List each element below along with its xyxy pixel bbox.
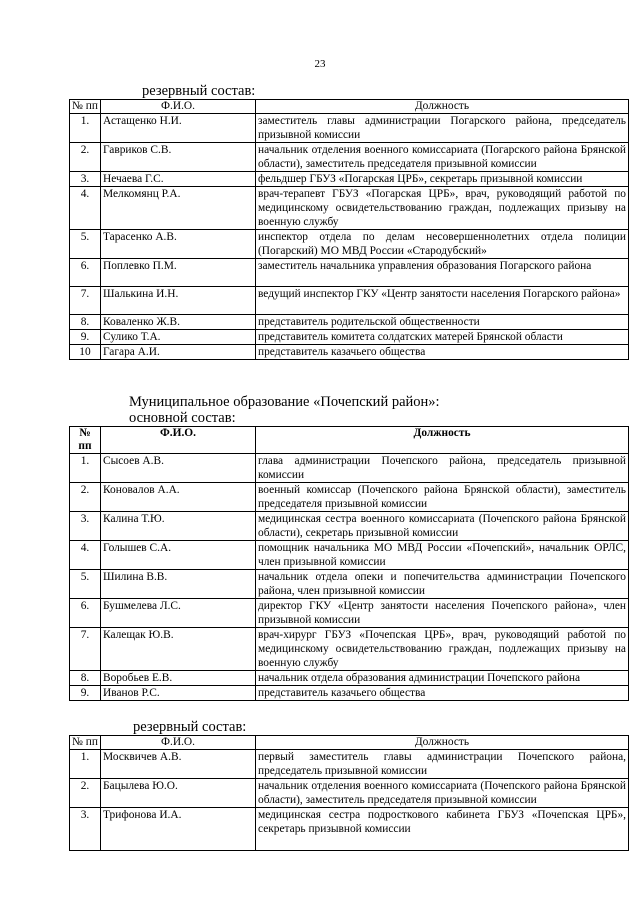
- row-position: начальник отдела опеки и попечительства администрации Почепского района, член призывной комиссии: [256, 570, 629, 599]
- row-number: 1.: [70, 750, 101, 779]
- table-row: [70, 808, 629, 851]
- row-position: глава администрации Почепского района, председатель призывной комиссии: [256, 454, 629, 483]
- table-row: [70, 187, 629, 230]
- row-number: 7.: [70, 287, 101, 315]
- row-position: врач-хирург ГБУЗ «Почепская ЦРБ», врач, руководящий работой по медицинскому освидетельствованию граждан, подлежащих призыву на военную службу: [256, 628, 629, 671]
- row-name: Голышев С.А.: [101, 541, 256, 570]
- row-number: 5.: [70, 230, 101, 259]
- header-number: № пп: [70, 100, 101, 114]
- table-row: [70, 570, 629, 599]
- row-number: 8.: [70, 671, 101, 686]
- row-number: 7.: [70, 628, 101, 671]
- row-name: Астащенко Н.И.: [101, 114, 256, 143]
- table-row: [70, 671, 629, 686]
- header-position: Должность: [256, 427, 629, 454]
- row-position: врач-терапевт ГБУЗ «Погарская ЦРБ», врач, руководящий работой по медицинскому освидетельствованию граждан, подлежащих призыву на военную службу: [256, 187, 629, 230]
- row-name: Шалькина И.Н.: [101, 287, 256, 315]
- row-name: Москвичев А.В.: [101, 750, 256, 779]
- row-name: Мелкомянц Р.А.: [101, 187, 256, 230]
- row-name: Бушмелева Л.С.: [101, 599, 256, 628]
- row-position: военный комиссар (Почепского района Брянской области), заместитель председателя призывной комиссии: [256, 483, 629, 512]
- row-number: 2.: [70, 143, 101, 172]
- row-position: начальник отделения военного комиссариата (Погарского района Брянской области), заместитель председателя призывной комиссии: [256, 143, 629, 172]
- table-row: [70, 259, 629, 287]
- row-number: 1.: [70, 454, 101, 483]
- row-position: представитель родительской общественности: [256, 315, 629, 330]
- row-number: 6.: [70, 599, 101, 628]
- row-number: 3.: [70, 172, 101, 187]
- table-row: [70, 143, 629, 172]
- section3-table: [69, 735, 629, 851]
- row-position: представитель казачьего общества: [256, 686, 629, 701]
- row-name: Коваленко Ж.В.: [101, 315, 256, 330]
- section3-caption: резервный состав:: [133, 719, 247, 735]
- row-number: 4.: [70, 541, 101, 570]
- row-name: Трифонова И.А.: [101, 808, 256, 851]
- row-name: Коновалов А.А.: [101, 483, 256, 512]
- table-header-row: [70, 427, 629, 454]
- row-name: Воробьев Е.В.: [101, 671, 256, 686]
- row-position: медицинская сестра военного комиссариата (Почепского района Брянской области), секретарь призывной комиссии: [256, 512, 629, 541]
- header-position: Должность: [256, 736, 629, 750]
- row-position: первый заместитель главы администрации Почепского района, председатель призывной комиссии: [256, 750, 629, 779]
- header-name: Ф.И.О.: [101, 427, 256, 454]
- header-name: Ф.И.О.: [101, 100, 256, 114]
- row-name: Иванов Р.С.: [101, 686, 256, 701]
- row-name: Бацылева Ю.О.: [101, 779, 256, 808]
- table-row: [70, 512, 629, 541]
- table-row: [70, 114, 629, 143]
- header-name: Ф.И.О.: [101, 736, 256, 750]
- section1-caption: резервный состав:: [142, 83, 256, 99]
- table-row: [70, 315, 629, 330]
- table-row: [70, 345, 629, 360]
- row-name: Тарасенко А.В.: [101, 230, 256, 259]
- table-header-row: [70, 100, 629, 114]
- row-number: 9.: [70, 330, 101, 345]
- header-number: № пп: [70, 427, 101, 454]
- header-position: Должность: [256, 100, 629, 114]
- table-row: [70, 599, 629, 628]
- row-number: 5.: [70, 570, 101, 599]
- row-name: Калина Т.Ю.: [101, 512, 256, 541]
- row-name: Гавриков С.В.: [101, 143, 256, 172]
- table-row: [70, 454, 629, 483]
- row-position: представитель казачьего общества: [256, 345, 629, 360]
- table-row: [70, 541, 629, 570]
- row-name: Гагара А.И.: [101, 345, 256, 360]
- row-number: 2.: [70, 483, 101, 512]
- table-row: [70, 483, 629, 512]
- row-position: директор ГКУ «Центр занятости населения Почепского района», член призывной комиссии: [256, 599, 629, 628]
- row-position: медицинская сестра подросткового кабинета ГБУЗ «Почепская ЦРБ», секретарь призывной комиссии: [256, 808, 629, 851]
- row-number: 3.: [70, 808, 101, 851]
- row-name: Сысоев А.В.: [101, 454, 256, 483]
- row-position: представитель комитета солдатских матерей Брянской области: [256, 330, 629, 345]
- row-number: 1.: [70, 114, 101, 143]
- row-name: Калещак Ю.В.: [101, 628, 256, 671]
- row-name: Нечаева Г.С.: [101, 172, 256, 187]
- row-name: Поплевко П.М.: [101, 259, 256, 287]
- section2-caption: основной состав:: [129, 410, 236, 426]
- section2-table: [69, 426, 629, 701]
- section1-table: [69, 99, 629, 360]
- table-row: [70, 287, 629, 315]
- row-position: фельдшер ГБУЗ «Погарская ЦРБ», секретарь призывной комиссии: [256, 172, 629, 187]
- row-number: 8.: [70, 315, 101, 330]
- row-name: Сулико Т.А.: [101, 330, 256, 345]
- row-position: заместитель начальника управления образования Погарского района: [256, 259, 629, 287]
- row-number: 3.: [70, 512, 101, 541]
- row-position: ведущий инспектор ГКУ «Центр занятости населения Погарского района»: [256, 287, 629, 315]
- table-row: [70, 779, 629, 808]
- row-position: помощник начальника МО МВД России «Почепский», начальник ОРЛС, член призывной комиссии: [256, 541, 629, 570]
- table-row: [70, 172, 629, 187]
- row-position: начальник отделения военного комиссариата (Почепского района Брянской области), заместитель председателя призывной комиссии: [256, 779, 629, 808]
- table-row: [70, 330, 629, 345]
- row-position: заместитель главы администрации Погарского района, председатель призывной комиссии: [256, 114, 629, 143]
- section2-title: Муниципальное образование «Почепский район»:: [129, 394, 440, 410]
- table-row: [70, 750, 629, 779]
- row-number: 2.: [70, 779, 101, 808]
- row-position: инспектор отдела по делам несовершеннолетних отдела полиции (Погарский) МО МВД России «Стародубский»: [256, 230, 629, 259]
- header-number: № пп: [70, 736, 101, 750]
- row-number: 10: [70, 345, 101, 360]
- table-header-row: [70, 736, 629, 750]
- row-number: 4.: [70, 187, 101, 230]
- table-row: [70, 230, 629, 259]
- table-row: [70, 628, 629, 671]
- row-name: Шилина В.В.: [101, 570, 256, 599]
- row-number: 6.: [70, 259, 101, 287]
- page-number: 23: [314, 58, 326, 70]
- table-row: [70, 686, 629, 701]
- row-position: начальник отдела образования администрации Почепского района: [256, 671, 629, 686]
- row-number: 9.: [70, 686, 101, 701]
